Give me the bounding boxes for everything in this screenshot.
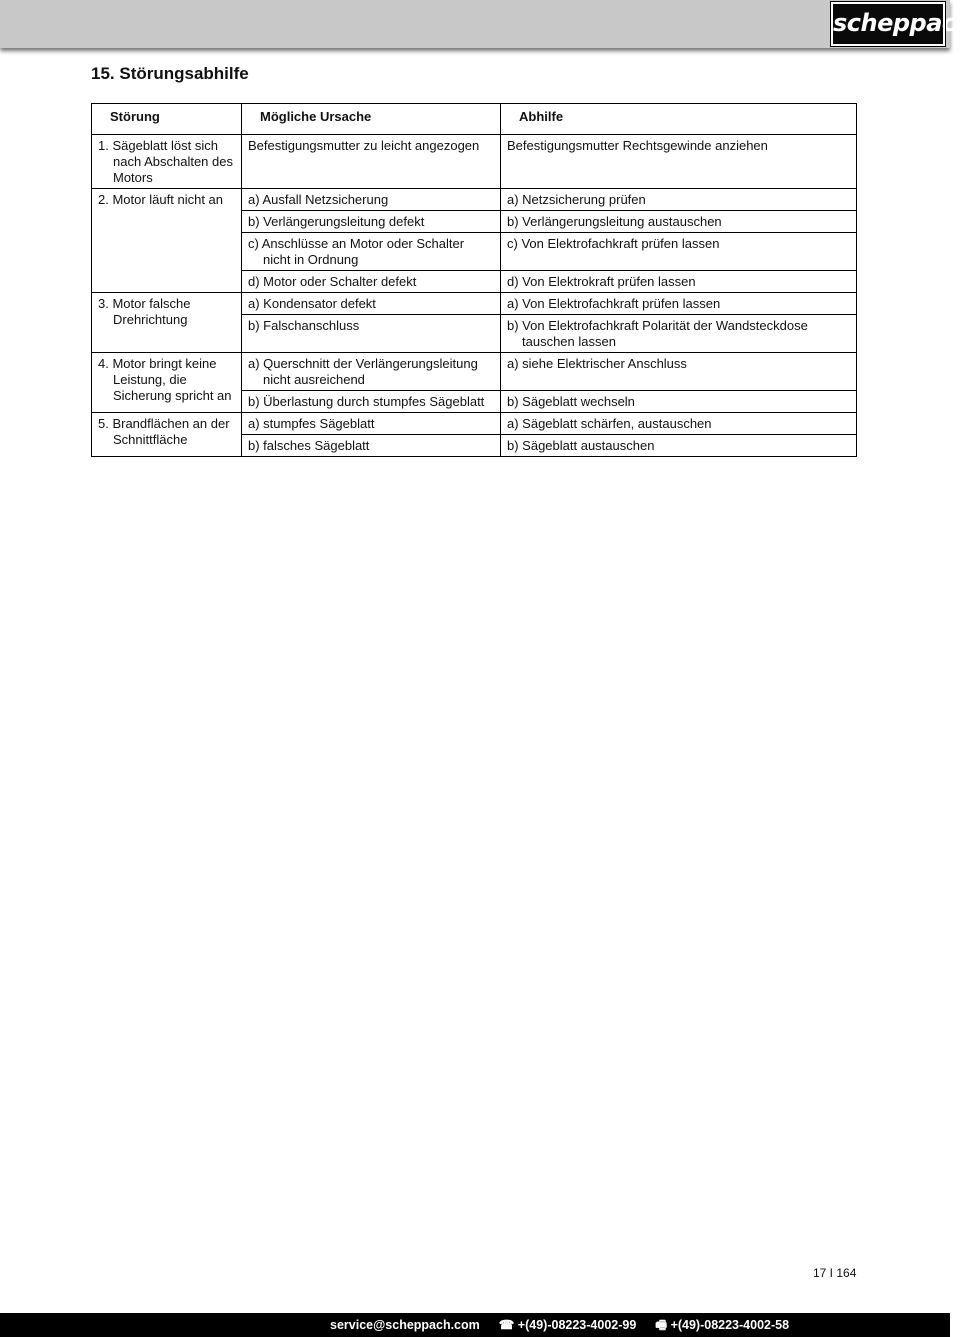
remedy-cell xyxy=(501,233,857,271)
fault-cell xyxy=(92,353,242,413)
section-title: 15. Störungsabhilfe xyxy=(91,64,249,83)
remedy-text: b) Sägeblatt austauschen xyxy=(507,438,655,453)
cause-cell xyxy=(242,271,501,293)
cause-text: a) Kondensator defekt xyxy=(248,296,376,311)
cause-cell xyxy=(242,413,501,435)
cause-cell xyxy=(242,189,501,211)
cause-cell xyxy=(242,233,501,271)
cause-cell xyxy=(242,135,501,189)
remedy-text: b) Von Elektrofachkraft Polarität der Wandsteckdose tauschen lassen xyxy=(507,318,808,349)
footer-email[interactable]: service@scheppach.com xyxy=(330,1318,480,1332)
fault-text: 3. Motor falsche Drehrichtung xyxy=(98,296,191,327)
cause-cell xyxy=(242,391,501,413)
footer-phone: +(49)-08223-4002-99 xyxy=(517,1318,637,1332)
remedy-text: a) Sägeblatt schärfen, austauschen xyxy=(507,416,712,431)
cause-text: b) falsches Sägeblatt xyxy=(248,438,370,453)
table-row xyxy=(92,413,857,435)
column-header-remedy: Abhilfe xyxy=(501,104,857,135)
table-header-row xyxy=(92,104,857,135)
table-row xyxy=(92,189,857,211)
remedy-text: a) Netzsicherung prüfen xyxy=(507,192,646,207)
cause-text: b) Verlängerungsleitung defekt xyxy=(248,214,425,229)
remedy-text: b) Sägeblatt wechseln xyxy=(507,394,635,409)
phone-icon: ☎ xyxy=(498,1318,515,1332)
fault-cell xyxy=(92,189,242,293)
remedy-cell xyxy=(501,293,857,315)
cause-text: c) Anschlüsse an Motor oder Schalter nicht in Ordnung xyxy=(248,236,465,267)
cause-text: a) Querschnitt der Verlängerungsleitung nicht ausreichend xyxy=(248,356,478,387)
footer-fax: +(49)-08223-4002-58 xyxy=(670,1318,790,1332)
remedy-cell xyxy=(501,391,857,413)
fault-cell xyxy=(92,413,242,457)
cause-cell xyxy=(242,315,501,353)
remedy-cell xyxy=(501,353,857,391)
cause-cell xyxy=(242,435,501,457)
remedy-text: a) Von Elektrofachkraft prüfen lassen xyxy=(507,296,721,311)
fault-text: 5. Brandflächen an der Schnittfläche xyxy=(98,416,230,447)
remedy-text: d) Von Elektrokraft prüfen lassen xyxy=(507,274,696,289)
column-header-cause: Mögliche Ursache xyxy=(242,104,501,135)
fault-cell xyxy=(92,293,242,353)
table-row xyxy=(92,135,857,189)
table-row xyxy=(92,293,857,315)
footer-bar xyxy=(0,1313,950,1337)
troubleshooting-table xyxy=(91,103,857,457)
fault-text: 1. Sägeblatt löst sich nach Abschalten des Motors xyxy=(98,138,233,185)
brand-logo: scheppach xyxy=(831,2,945,46)
cause-cell xyxy=(242,211,501,233)
remedy-text: Befestigungsmutter Rechtsgewinde anziehen xyxy=(507,138,768,153)
remedy-text: c) Von Elektrofachkraft prüfen lassen xyxy=(507,236,720,251)
header-bar xyxy=(0,0,972,48)
remedy-cell xyxy=(501,413,857,435)
fault-text: 2. Motor läuft nicht an xyxy=(98,192,224,207)
table-row xyxy=(92,353,857,391)
remedy-text: a) siehe Elektrischer Anschluss xyxy=(507,356,687,371)
remedy-cell xyxy=(501,135,857,189)
cause-text: b) Überlastung durch stumpfes Sägeblatt xyxy=(248,394,485,409)
cause-text: a) Ausfall Netzsicherung xyxy=(248,192,389,207)
remedy-cell xyxy=(501,189,857,211)
fault-text: 4. Motor bringt keine Leistung, die Sicherung spricht an xyxy=(98,356,232,403)
cause-text: a) stumpfes Sägeblatt xyxy=(248,416,375,431)
remedy-cell xyxy=(501,271,857,293)
cause-text: d) Motor oder Schalter defekt xyxy=(248,274,417,289)
column-header-fault: Störung xyxy=(92,104,242,135)
cause-cell xyxy=(242,293,501,315)
cause-cell xyxy=(242,353,501,391)
page-number: 17 I 164 xyxy=(813,1266,857,1280)
cause-text: Befestigungsmutter zu leicht angezogen xyxy=(248,138,480,153)
remedy-cell xyxy=(501,435,857,457)
remedy-cell xyxy=(501,211,857,233)
remedy-text: b) Verlängerungsleitung austauschen xyxy=(507,214,722,229)
remedy-cell xyxy=(501,315,857,353)
fault-cell xyxy=(92,135,242,189)
fax-icon: 🖷 xyxy=(655,1318,668,1332)
cause-text: b) Falschanschluss xyxy=(248,318,360,333)
